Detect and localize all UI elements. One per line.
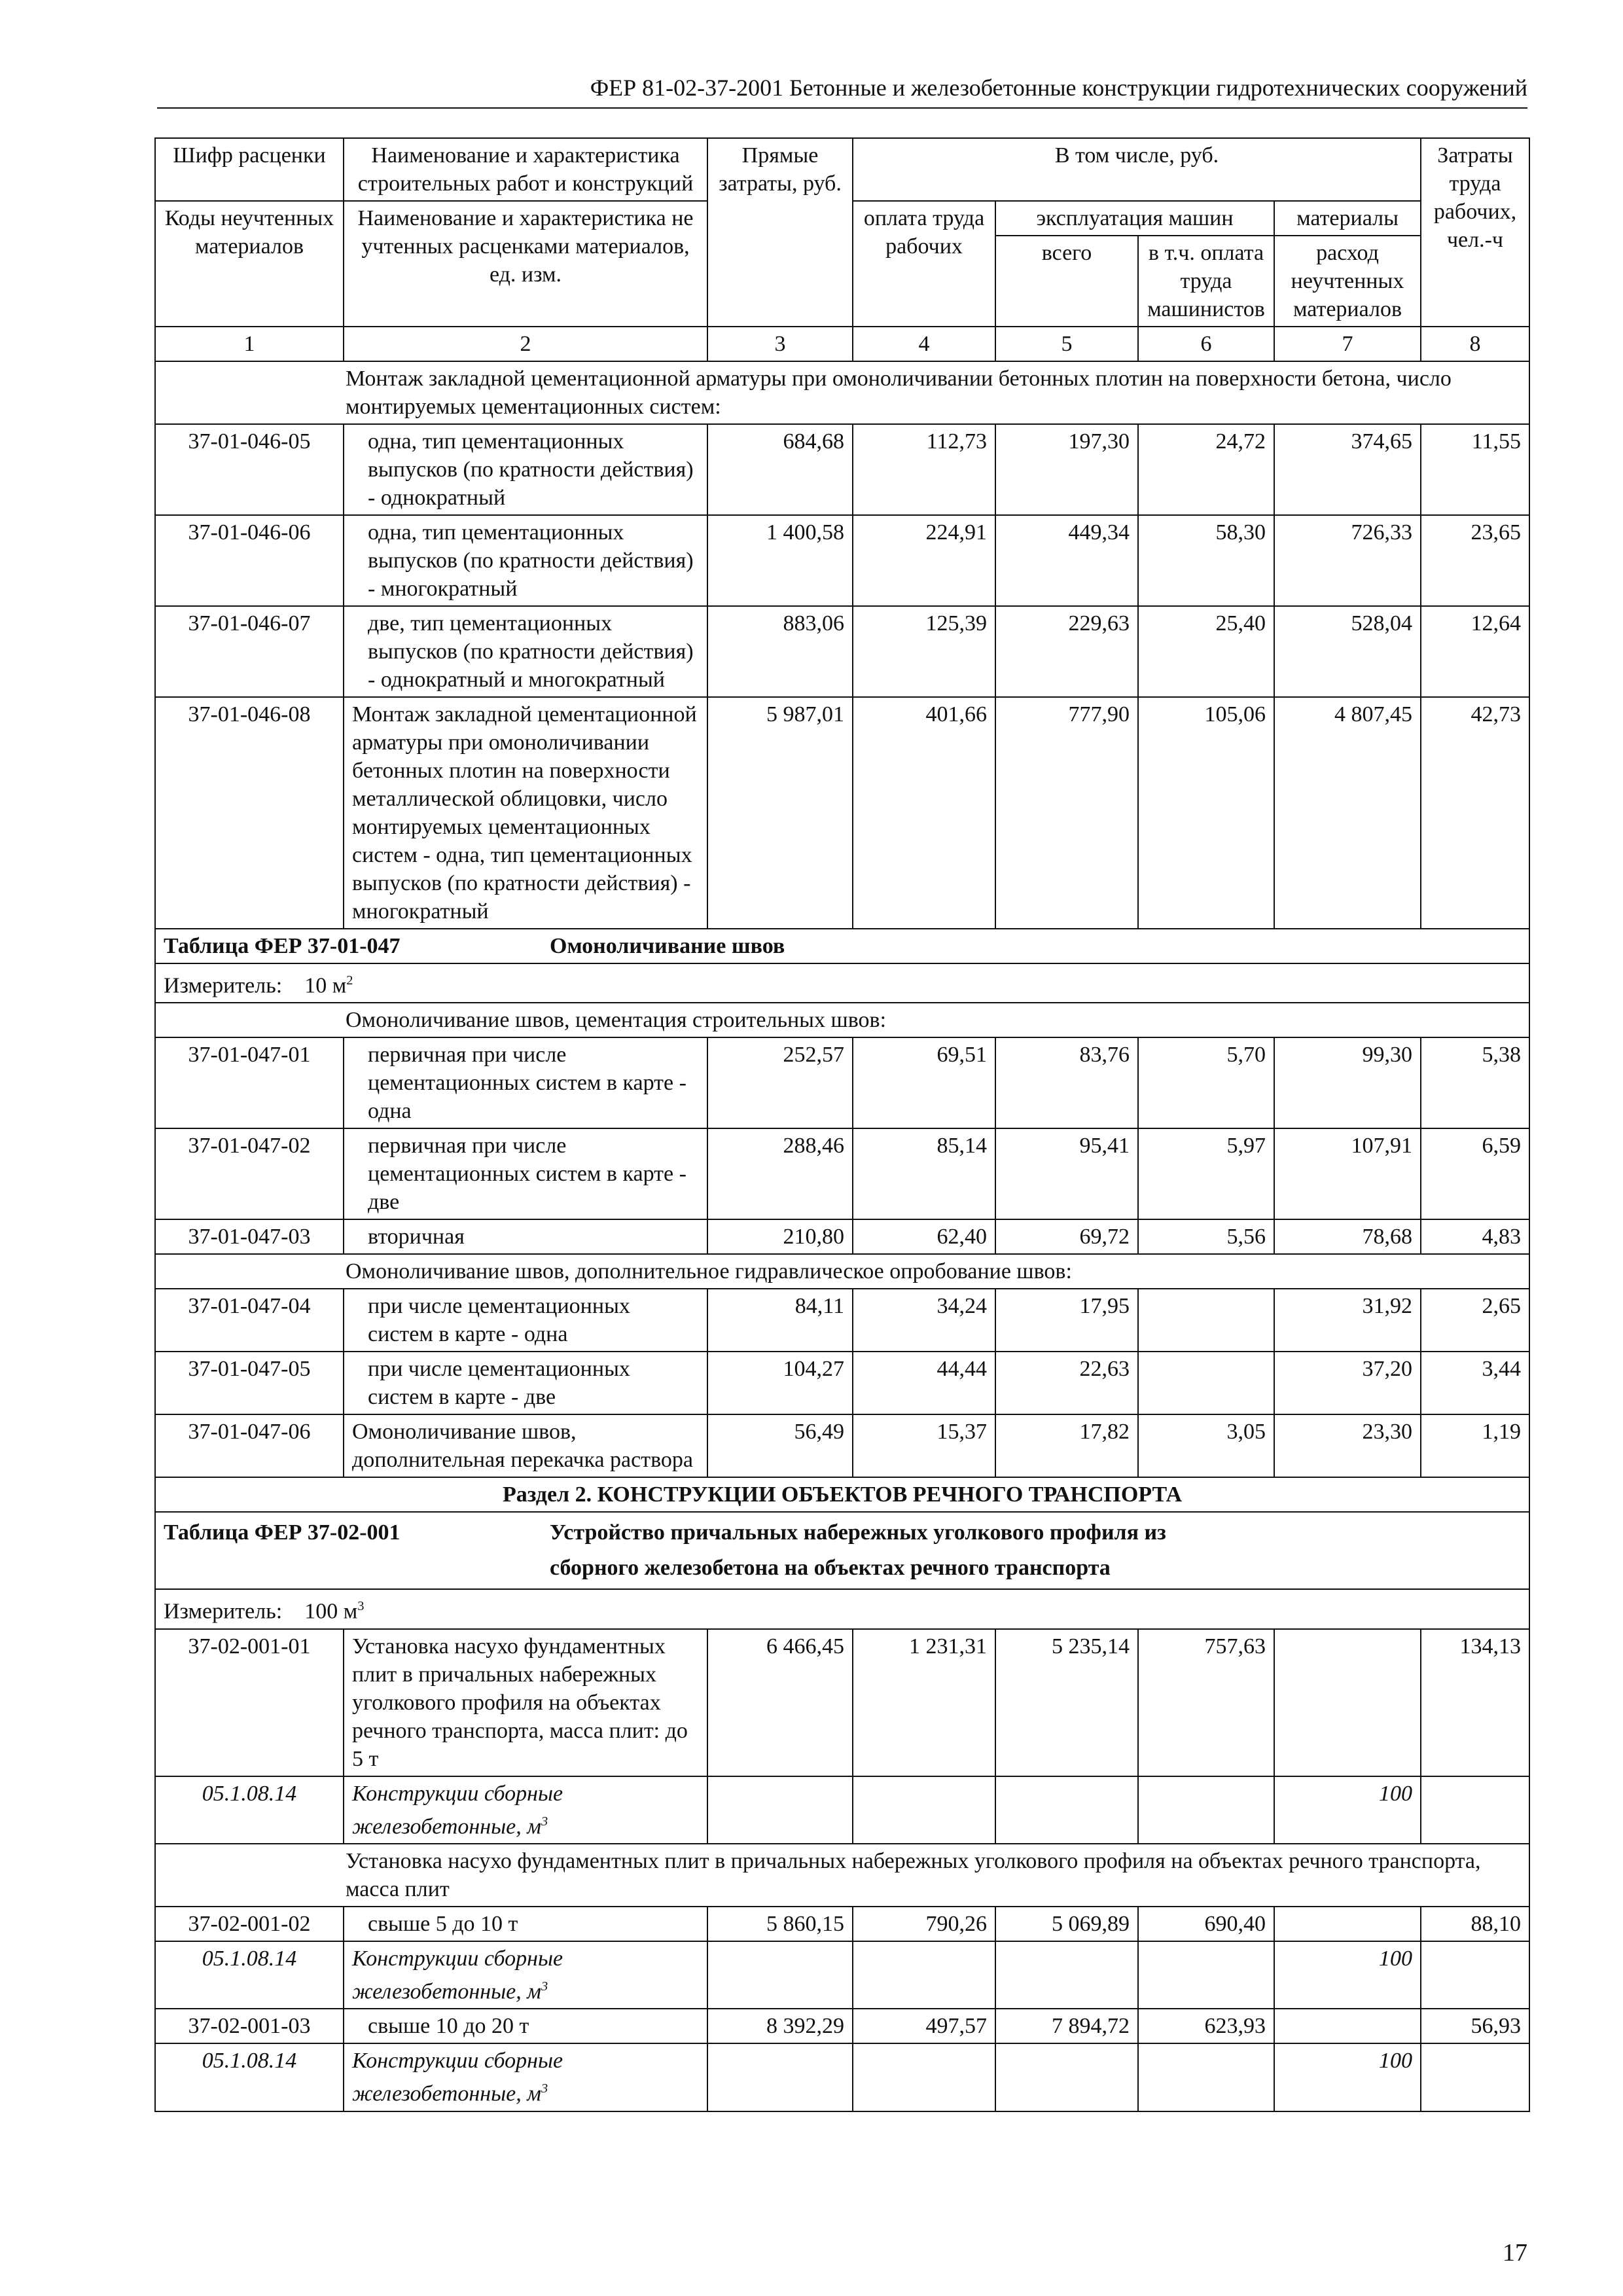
machines-cost: 17,82	[995, 1414, 1138, 1477]
machines-cost: 449,34	[995, 515, 1138, 606]
table-number: Таблица ФЕР 37-01-047	[164, 934, 401, 958]
col-number: 8	[1421, 327, 1529, 361]
empty-cell	[995, 2043, 1138, 2111]
labor-hours: 6,59	[1421, 1128, 1529, 1219]
direct-cost: 5 987,01	[707, 697, 853, 929]
col-machines-header: эксплуатация машин	[995, 201, 1274, 236]
material-name: Конструкции сборные железобетонные, м	[352, 1946, 563, 2004]
wages-cost: 401,66	[853, 697, 995, 929]
rate-name: две, тип цементационных выпусков (по кратности действия) - однократный и многократный	[368, 611, 694, 692]
machinist-wages: 3,05	[1138, 1414, 1274, 1477]
machinist-wages	[1138, 1289, 1274, 1352]
wages-cost: 44,44	[853, 1352, 995, 1414]
wages-cost: 125,39	[853, 606, 995, 697]
table-row	[155, 424, 1529, 515]
labor-hours: 11,55	[1421, 424, 1529, 515]
direct-cost: 84,11	[707, 1289, 853, 1352]
col-materials-usage-header: расход неучтенных материалов	[1274, 236, 1421, 327]
header-rule	[157, 107, 1527, 109]
group-caption: Омоноличивание швов, цементация строительных швов:	[155, 1003, 1529, 1037]
material-quantity: 100	[1274, 2043, 1421, 2111]
wages-cost: 224,91	[853, 515, 995, 606]
table-row	[155, 1289, 1529, 1352]
rate-code: 37-01-047-04	[155, 1289, 344, 1352]
rate-name: свыше 5 до 10 т	[368, 1911, 518, 1936]
col-materials-header: материалы	[1274, 201, 1421, 236]
rate-name: Омоноличивание швов, дополнительная перекачка раствора	[344, 1414, 707, 1477]
labor-hours: 5,38	[1421, 1037, 1529, 1128]
material-quantity: 100	[1274, 1776, 1421, 1844]
empty-cell	[853, 1941, 995, 2009]
material-unit-exponent: 3	[541, 2081, 548, 2096]
table-row	[155, 1629, 1529, 1776]
machinist-wages: 24,72	[1138, 424, 1274, 515]
rate-code: 37-01-047-03	[155, 1219, 344, 1254]
measure-value: 100 м	[304, 1599, 358, 1624]
table-title-row	[155, 1512, 1529, 1589]
materials-cost	[1274, 1629, 1421, 1776]
labor-hours: 56,93	[1421, 2009, 1529, 2043]
direct-cost: 684,68	[707, 424, 853, 515]
machinist-wages: 5,56	[1138, 1219, 1274, 1254]
measure-label: Измеритель:	[164, 973, 283, 998]
rate-code: 37-02-001-02	[155, 1907, 344, 1941]
empty-cell	[995, 1776, 1138, 1844]
rates-table	[154, 137, 1530, 2112]
group-caption-row	[155, 1254, 1529, 1289]
rate-code: 37-01-046-07	[155, 606, 344, 697]
direct-cost: 8 392,29	[707, 2009, 853, 2043]
table-row	[155, 697, 1529, 929]
labor-hours: 134,13	[1421, 1629, 1529, 1776]
rate-name: первичная при числе цементационных систем в карте - одна	[368, 1043, 687, 1124]
page-number: 17	[1503, 2239, 1527, 2267]
group-caption: Установка насухо фундаментных плит в причальных набережных уголкового профиля на объектах речного транспорта, масса плит	[155, 1844, 1529, 1907]
empty-cell	[995, 1941, 1138, 2009]
materials-cost	[1274, 2009, 1421, 2043]
wages-cost: 85,14	[853, 1128, 995, 1219]
table-row	[155, 1219, 1529, 1254]
table-title-row	[155, 929, 1529, 963]
machines-cost: 229,63	[995, 606, 1138, 697]
col-number: 4	[853, 327, 995, 361]
wages-cost: 15,37	[853, 1414, 995, 1477]
wages-cost: 34,24	[853, 1289, 995, 1352]
machines-cost: 17,95	[995, 1289, 1138, 1352]
group-caption: Омоноличивание швов, дополнительное гидравлическое опробование швов:	[155, 1254, 1529, 1289]
materials-cost: 37,20	[1274, 1352, 1421, 1414]
rate-code: 37-01-047-06	[155, 1414, 344, 1477]
material-unit-exponent: 3	[541, 1979, 548, 1994]
direct-cost: 288,46	[707, 1128, 853, 1219]
empty-cell	[1138, 2043, 1274, 2111]
col-unaccounted-codes-header: Коды неучтенных материалов	[155, 201, 344, 327]
empty-cell	[1421, 1776, 1529, 1844]
rate-name: вторичная	[368, 1225, 465, 1249]
empty-cell	[853, 1776, 995, 1844]
materials-cost: 99,30	[1274, 1037, 1421, 1128]
group-caption-row	[155, 361, 1529, 424]
machines-cost: 197,30	[995, 424, 1138, 515]
material-code: 05.1.08.14	[155, 1776, 344, 1844]
rate-code: 37-01-046-06	[155, 515, 344, 606]
col-code-header: Шифр расценки	[155, 138, 344, 201]
empty-cell	[1138, 1776, 1274, 1844]
col-wages-header: оплата труда рабочих	[853, 201, 995, 327]
table-row	[155, 1414, 1529, 1477]
empty-cell	[707, 1941, 853, 2009]
machines-cost: 7 894,72	[995, 2009, 1138, 2043]
empty-cell	[707, 2043, 853, 2111]
rate-name: одна, тип цементационных выпусков (по кратности действия) - многократный	[368, 520, 694, 601]
section-heading-row	[155, 1477, 1529, 1512]
wages-cost: 1 231,31	[853, 1629, 995, 1776]
section-heading: Раздел 2. КОНСТРУКЦИИ ОБЪЕКТОВ РЕЧНОГО ТРАНСПОРТА	[155, 1477, 1529, 1512]
col-number: 7	[1274, 327, 1421, 361]
labor-hours: 1,19	[1421, 1414, 1529, 1477]
col-including-header: В том числе, руб.	[853, 138, 1421, 201]
machines-cost: 83,76	[995, 1037, 1138, 1128]
table-title-continued: сборного железобетона на объектах речного транспорта	[550, 1556, 1111, 1581]
col-labor-header: Затраты труда рабочих, чел.-ч	[1421, 138, 1529, 327]
machinist-wages: 623,93	[1138, 2009, 1274, 2043]
labor-hours: 2,65	[1421, 1289, 1529, 1352]
materials-cost: 528,04	[1274, 606, 1421, 697]
direct-cost: 5 860,15	[707, 1907, 853, 1941]
header-row-1	[155, 138, 1529, 201]
wages-cost: 62,40	[853, 1219, 995, 1254]
materials-cost: 107,91	[1274, 1128, 1421, 1219]
rate-code: 37-01-047-05	[155, 1352, 344, 1414]
empty-cell	[1138, 1941, 1274, 2009]
machines-cost: 69,72	[995, 1219, 1138, 1254]
machinist-wages: 25,40	[1138, 606, 1274, 697]
rate-code: 37-01-047-01	[155, 1037, 344, 1128]
measure-row	[155, 1589, 1529, 1628]
material-row	[155, 2043, 1529, 2111]
machinist-wages: 105,06	[1138, 697, 1274, 929]
col-machines-total-header: всего	[995, 236, 1138, 327]
material-code: 05.1.08.14	[155, 1941, 344, 2009]
machinist-wages: 690,40	[1138, 1907, 1274, 1941]
wages-cost: 112,73	[853, 424, 995, 515]
machines-cost: 5 235,14	[995, 1629, 1138, 1776]
empty-cell	[1421, 1941, 1529, 2009]
rate-code: 37-01-047-02	[155, 1128, 344, 1219]
direct-cost: 6 466,45	[707, 1629, 853, 1776]
machines-cost: 95,41	[995, 1128, 1138, 1219]
rate-code: 37-02-001-01	[155, 1629, 344, 1776]
machines-cost: 777,90	[995, 697, 1138, 929]
running-header: ФЕР 81-02-37-2001 Бетонные и железобетонные конструкции гидротехнических сооружений	[590, 75, 1527, 101]
rate-name: первичная при числе цементационных систем в карте - две	[368, 1134, 687, 1215]
table-title: Омоноличивание швов	[550, 934, 785, 958]
direct-cost: 104,27	[707, 1352, 853, 1414]
rate-name: одна, тип цементационных выпусков (по кратности действия) - однократный	[368, 429, 694, 510]
empty-cell	[853, 2043, 995, 2111]
material-name: Конструкции сборные железобетонные, м	[352, 1781, 563, 1839]
col-number: 1	[155, 327, 344, 361]
machines-cost: 5 069,89	[995, 1907, 1138, 1941]
table-row	[155, 1128, 1529, 1219]
rate-name: Монтаж закладной цементационной арматуры при омоноличивании бетонных плотин на поверхности металлической облицовки, число монтируемых цементационных систем - одна, тип цементационных выпусков (по кратности действия) - многократный	[344, 697, 707, 929]
col-name-header: Наименование и характеристика строительных работ и конструкций	[344, 138, 707, 201]
empty-cell	[1421, 2043, 1529, 2111]
rate-name: при числе цементационных систем в карте - две	[368, 1357, 630, 1410]
table-row	[155, 2009, 1529, 2043]
material-unit-exponent: 3	[541, 1814, 548, 1829]
rate-name: при числе цементационных систем в карте - одна	[368, 1294, 630, 1347]
wages-cost: 69,51	[853, 1037, 995, 1128]
material-row	[155, 1941, 1529, 2009]
labor-hours: 12,64	[1421, 606, 1529, 697]
measure-exponent: 3	[357, 1599, 365, 1614]
machinist-wages: 5,97	[1138, 1128, 1274, 1219]
material-code: 05.1.08.14	[155, 2043, 344, 2111]
rate-name: свыше 10 до 20 т	[368, 2014, 529, 2039]
material-name: Конструкции сборные железобетонные, м	[352, 2049, 563, 2106]
materials-cost: 726,33	[1274, 515, 1421, 606]
materials-cost: 78,68	[1274, 1219, 1421, 1254]
labor-hours: 23,65	[1421, 515, 1529, 606]
col-number: 5	[995, 327, 1138, 361]
col-direct-header: Прямые затраты, руб.	[707, 138, 853, 327]
column-numbers-row	[155, 327, 1529, 361]
materials-cost: 4 807,45	[1274, 697, 1421, 929]
materials-cost: 31,92	[1274, 1289, 1421, 1352]
table-row	[155, 606, 1529, 697]
rate-code: 37-01-046-08	[155, 697, 344, 929]
material-row	[155, 1776, 1529, 1844]
empty-cell	[707, 1776, 853, 1844]
material-quantity: 100	[1274, 1941, 1421, 2009]
machinist-wages: 5,70	[1138, 1037, 1274, 1128]
machinist-wages: 757,63	[1138, 1629, 1274, 1776]
measure-label: Измеритель:	[164, 1599, 283, 1624]
wages-cost: 790,26	[853, 1907, 995, 1941]
col-machines-wages-header: в т.ч. оплата труда машинистов	[1138, 236, 1274, 327]
direct-cost: 883,06	[707, 606, 853, 697]
measure-exponent: 2	[346, 973, 353, 988]
labor-hours: 4,83	[1421, 1219, 1529, 1254]
col-number: 6	[1138, 327, 1274, 361]
direct-cost: 252,57	[707, 1037, 853, 1128]
rate-name: Установка насухо фундаментных плит в причальных набережных уголкового профиля на объектах речного транспорта, масса плит: до 5 т	[344, 1629, 707, 1776]
materials-cost	[1274, 1907, 1421, 1941]
col-number: 3	[707, 327, 853, 361]
group-caption-row	[155, 1003, 1529, 1037]
table-title: Устройство причальных набережных уголкового профиля из	[550, 1520, 1166, 1545]
machinist-wages: 58,30	[1138, 515, 1274, 606]
direct-cost: 210,80	[707, 1219, 853, 1254]
machines-cost: 22,63	[995, 1352, 1138, 1414]
table-number: Таблица ФЕР 37-02-001	[164, 1520, 401, 1545]
labor-hours: 3,44	[1421, 1352, 1529, 1414]
direct-cost: 56,49	[707, 1414, 853, 1477]
machinist-wages	[1138, 1352, 1274, 1414]
table-row	[155, 1352, 1529, 1414]
group-caption-row	[155, 1844, 1529, 1907]
table-row	[155, 1907, 1529, 1941]
group-caption: Монтаж закладной цементационной арматуры при омоноличивании бетонных плотин на поверхности бетона, число монтируемых цементационных систем:	[155, 361, 1529, 424]
table-row	[155, 1037, 1529, 1128]
materials-cost: 374,65	[1274, 424, 1421, 515]
rate-code: 37-02-001-03	[155, 2009, 344, 2043]
col-unaccounted-name-header: Наименование и характеристика не учтенных расценками материалов, ед. изм.	[344, 201, 707, 327]
direct-cost: 1 400,58	[707, 515, 853, 606]
measure-row	[155, 963, 1529, 1003]
rate-code: 37-01-046-05	[155, 424, 344, 515]
table-row	[155, 515, 1529, 606]
col-number: 2	[344, 327, 707, 361]
labor-hours: 42,73	[1421, 697, 1529, 929]
wages-cost: 497,57	[853, 2009, 995, 2043]
labor-hours: 88,10	[1421, 1907, 1529, 1941]
materials-cost: 23,30	[1274, 1414, 1421, 1477]
measure-value: 10 м	[304, 973, 347, 998]
